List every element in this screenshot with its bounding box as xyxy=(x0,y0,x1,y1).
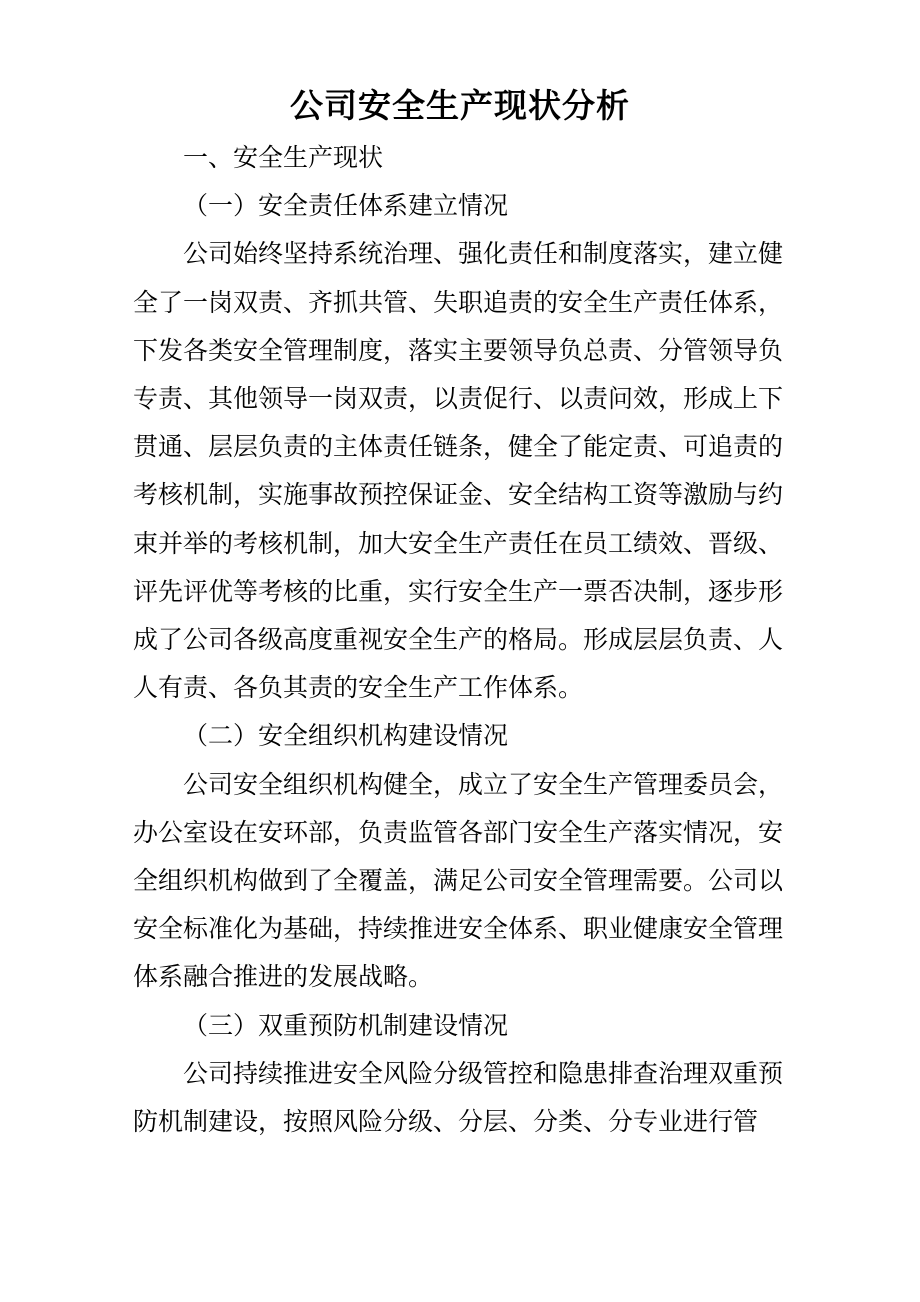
paragraph-responsibility-system: 公司始终坚持系统治理、强化责任和制度落实，建立健全了一岗双责、齐抓共管、失职追责的安全生产责任体系，下发各类安全管理制度，落实主要领导负总责、分管领导负专责、其他领导一岗双责，以责促行、以责问效，形成上下贯通、层层负责的主体责任链条，健全了能定责、可追责的考核机制，实施事故预控保证金、安全结构工资等激励与约束并举的考核机制，加大安全生产责任在员工绩效、晋级、评先评优等考核的比重，实行安全生产一票否决制，逐步形成了公司各级高度重视安全生产的格局。形成层层负责、人人有责、各负其责的安全生产工作体系。 xyxy=(133,239,784,703)
subsection-heading-1: （一）安全责任体系建立情况 xyxy=(183,191,509,221)
paragraph-dual-prevention: 公司持续推进安全风险分级管控和隐患排查治理双重预防机制建设，按照风险分级、分层、分类、分专业进行管 xyxy=(133,1058,784,1137)
subsection-heading-2: （二）安全组织机构建设情况 xyxy=(183,721,509,751)
document-body xyxy=(133,134,783,1146)
document-title: 公司安全生产现状分析 xyxy=(290,86,630,125)
subsection-heading-3: （三）双重预防机制建设情况 xyxy=(183,1010,509,1040)
paragraph-organization: 公司安全组织机构健全，成立了安全生产管理委员会，办公室设在安环部，负责监管各部门安全生产落实情况，安全组织机构做到了全覆盖，满足公司安全管理需要。公司以安全标准化为基础，持续推进安全体系、职业健康安全管理体系融合推进的发展战略。 xyxy=(133,769,784,992)
section-heading-1: 一、安全生产现状 xyxy=(183,143,384,172)
